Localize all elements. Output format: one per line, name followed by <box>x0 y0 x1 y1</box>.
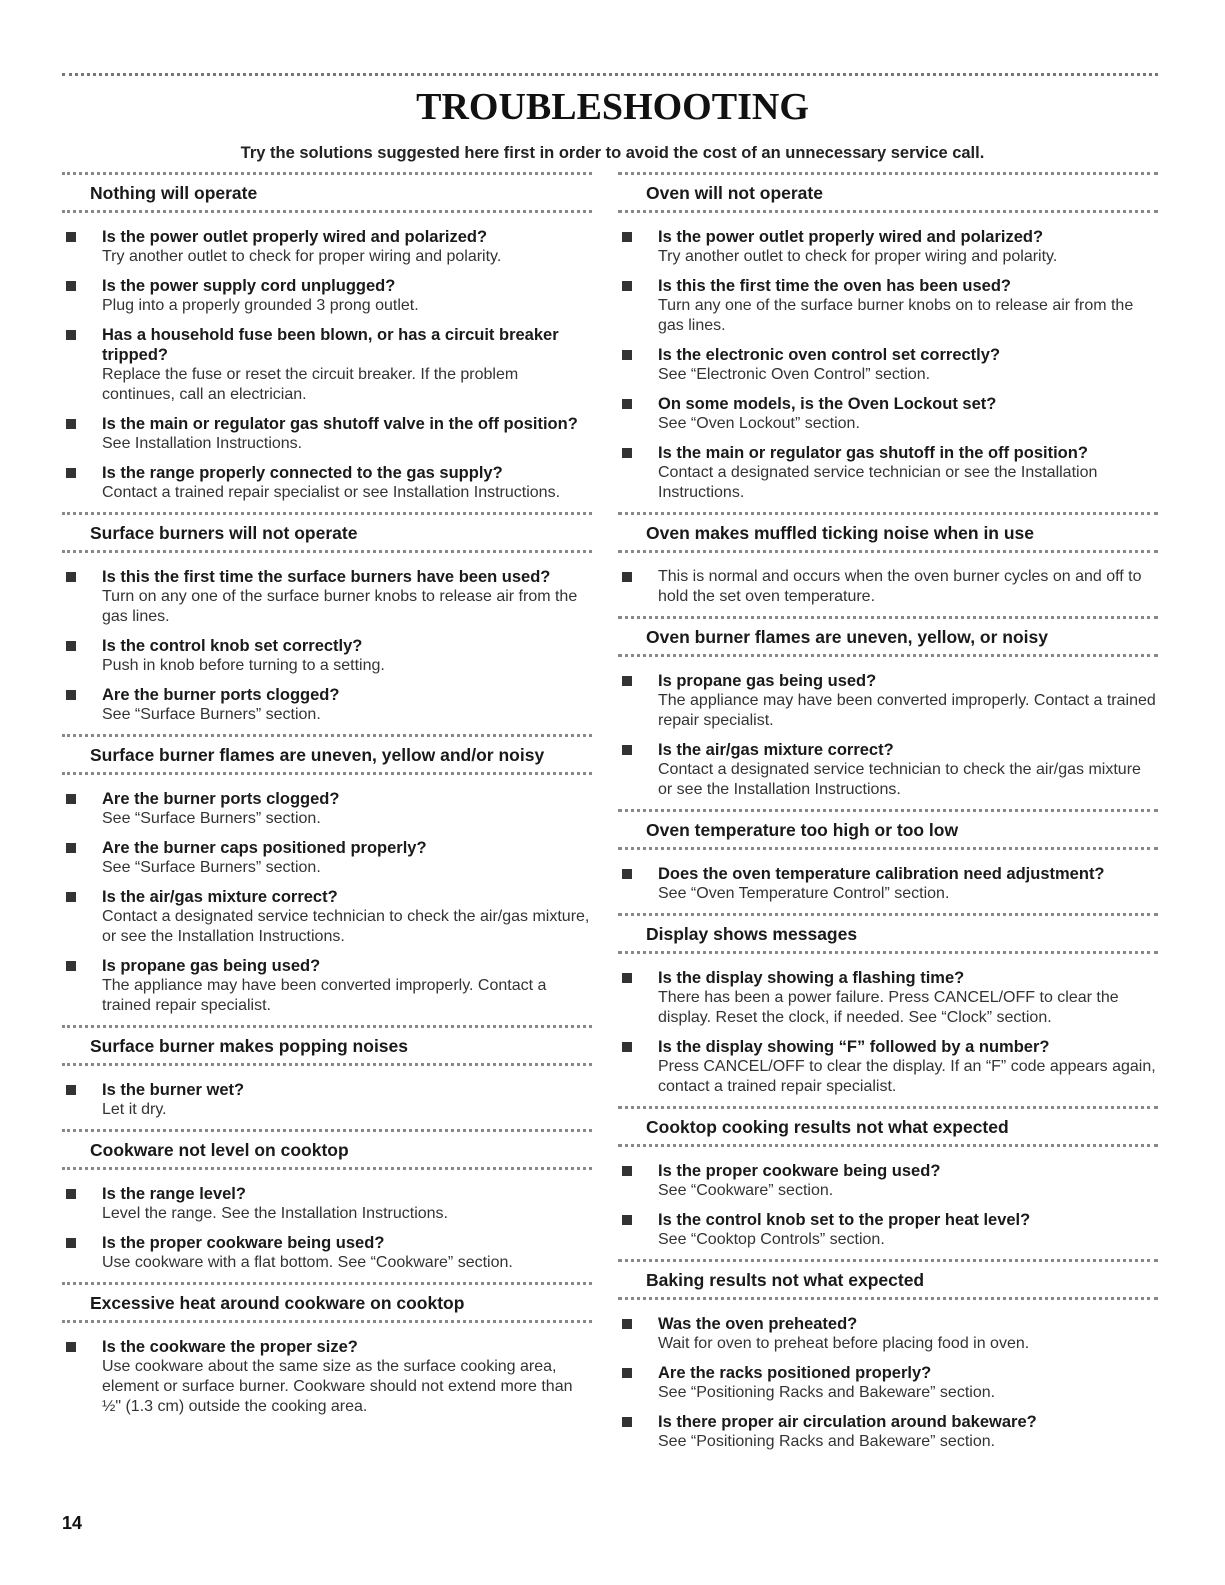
square-bullet-icon <box>622 350 632 360</box>
troubleshooting-item <box>618 671 1158 731</box>
answer-text: Contact a designated service technician to check the air/gas mixture or see the Installation Instructions. <box>658 761 1141 798</box>
answer-text: This is normal and occurs when the oven burner cycles on and off to hold the set oven temperature. <box>658 568 1142 605</box>
troubleshooting-item <box>62 887 592 947</box>
question-text: Does the oven temperature calibration need adjustment? <box>658 865 1105 883</box>
troubleshooting-section <box>618 913 1158 1097</box>
question-text: Is the display showing “F” followed by a number? <box>658 1038 1050 1056</box>
troubleshooting-item <box>62 276 592 316</box>
troubleshooting-item <box>618 864 1158 904</box>
question-text: Is the proper cookware being used? <box>102 1234 385 1252</box>
square-bullet-icon <box>66 1085 76 1095</box>
square-bullet-icon <box>66 641 76 651</box>
question-text: Is the power outlet properly wired and polarized? <box>658 228 1044 246</box>
troubleshooting-item <box>62 789 592 829</box>
square-bullet-icon <box>66 1342 76 1352</box>
troubleshooting-item <box>62 1337 592 1417</box>
square-bullet-icon <box>622 399 632 409</box>
troubleshooting-item <box>618 227 1158 267</box>
square-bullet-icon <box>622 281 632 291</box>
troubleshooting-item <box>618 1210 1158 1250</box>
answer-text: See “Cookware” section. <box>658 1182 834 1199</box>
question-text: Is the power outlet properly wired and polarized? <box>102 228 488 246</box>
answer-text: See “Electronic Oven Control” section. <box>658 366 931 383</box>
answer-text: The appliance may have been converted improperly. Contact a trained repair specialist. <box>102 977 547 1014</box>
question-text: Is the air/gas mixture correct? <box>658 741 894 759</box>
section-heading: Surface burners will not operate <box>62 512 592 553</box>
square-bullet-icon <box>66 843 76 853</box>
troubleshooting-section <box>618 512 1158 607</box>
answer-text: Try another outlet to check for proper wiring and polarity. <box>102 248 502 265</box>
question-text: Is the range properly connected to the gas supply? <box>102 464 503 482</box>
troubleshooting-item <box>62 325 592 405</box>
troubleshooting-section <box>62 1129 592 1273</box>
answer-text: Contact a designated service technician to check the air/gas mixture, or see the Installation Instructions. <box>102 908 590 945</box>
square-bullet-icon <box>66 1238 76 1248</box>
square-bullet-icon <box>66 468 76 478</box>
section-heading: Surface burner makes popping noises <box>62 1025 592 1066</box>
square-bullet-icon <box>66 690 76 700</box>
troubleshooting-item <box>62 463 592 503</box>
troubleshooting-item <box>618 740 1158 800</box>
question-text: Are the racks positioned properly? <box>658 1364 932 1382</box>
question-text: Is the control knob set correctly? <box>102 637 363 655</box>
troubleshooting-section <box>62 172 592 503</box>
troubleshooting-section <box>62 1282 592 1417</box>
troubleshooting-section <box>62 734 592 1016</box>
troubleshooting-item <box>62 414 592 454</box>
troubleshooting-item <box>618 1363 1158 1403</box>
troubleshooting-item <box>618 968 1158 1028</box>
square-bullet-icon <box>622 1319 632 1329</box>
question-text: Is the power supply cord unplugged? <box>102 277 396 295</box>
question-text: Is the air/gas mixture correct? <box>102 888 338 906</box>
square-bullet-icon <box>66 961 76 971</box>
left-column <box>62 172 592 1426</box>
answer-text: Contact a trained repair specialist or see Installation Instructions. <box>102 484 561 501</box>
question-text: Is the burner wet? <box>102 1081 245 1099</box>
square-bullet-icon <box>622 1166 632 1176</box>
page-number: 14 <box>62 1513 83 1533</box>
square-bullet-icon <box>66 892 76 902</box>
troubleshooting-item <box>62 636 592 676</box>
troubleshooting-section <box>618 1106 1158 1250</box>
troubleshooting-item <box>62 567 592 627</box>
question-text: Is the display showing a flashing time? <box>658 969 965 987</box>
answer-text: Plug into a properly grounded 3 prong outlet. <box>102 297 419 314</box>
square-bullet-icon <box>66 330 76 340</box>
troubleshooting-item <box>618 1412 1158 1452</box>
answer-text: Wait for oven to preheat before placing food in oven. <box>658 1335 1030 1352</box>
question-text: Is the main or regulator gas shutoff in the off position? <box>658 444 1088 462</box>
section-heading: Oven makes muffled ticking noise when in use <box>618 512 1158 553</box>
answer-text: Press CANCEL/OFF to clear the display. If an “F” code appears again, contact a trained repair specialist. <box>658 1058 1156 1095</box>
answer-text: Use cookware with a flat bottom. See “Cookware” section. <box>102 1254 513 1271</box>
section-heading: Baking results not what expected <box>618 1259 1158 1300</box>
square-bullet-icon <box>622 1215 632 1225</box>
troubleshooting-item <box>618 1314 1158 1354</box>
square-bullet-icon <box>622 572 632 582</box>
troubleshooting-item <box>618 1037 1158 1097</box>
troubleshooting-section <box>618 809 1158 904</box>
square-bullet-icon <box>66 232 76 242</box>
answer-text: Level the range. See the Installation Instructions. <box>102 1205 448 1222</box>
question-text: Is the main or regulator gas shutoff valve in the off position? <box>102 415 578 433</box>
square-bullet-icon <box>66 419 76 429</box>
section-heading: Surface burner flames are uneven, yellow and/or noisy <box>62 734 592 775</box>
answer-text: Replace the fuse or reset the circuit breaker. If the problem continues, call an electrician. <box>102 366 519 403</box>
square-bullet-icon <box>622 232 632 242</box>
section-heading: Display shows messages <box>618 913 1158 954</box>
answer-text: See “Oven Temperature Control” section. <box>658 885 950 902</box>
answer-text: See Installation Instructions. <box>102 435 303 452</box>
section-heading: Nothing will operate <box>62 172 592 213</box>
question-text: On some models, is the Oven Lockout set? <box>658 395 997 413</box>
question-text: Is this the first time the surface burners have been used? <box>102 568 551 586</box>
answer-text: Use cookware about the same size as the surface cooking area, element or surface burner. Cookware should not extend more than ½" (1.3 cm) outside the cooking area. <box>102 1358 573 1415</box>
troubleshooting-item <box>618 1161 1158 1201</box>
question-text: Are the burner ports clogged? <box>102 686 340 704</box>
square-bullet-icon <box>66 572 76 582</box>
troubleshooting-item <box>62 1080 592 1120</box>
answer-text: Contact a designated service technician or see the Installation Instructions. <box>658 464 1098 501</box>
top-rule <box>62 73 1158 76</box>
square-bullet-icon <box>622 448 632 458</box>
square-bullet-icon <box>622 1417 632 1427</box>
answer-text: Turn any one of the surface burner knobs on to release air from the gas lines. <box>658 297 1134 334</box>
square-bullet-icon <box>622 745 632 755</box>
troubleshooting-section <box>62 512 592 725</box>
answer-text: See “Surface Burners” section. <box>102 810 321 827</box>
question-text: Is the proper cookware being used? <box>658 1162 941 1180</box>
page-subtitle: Try the solutions suggested here first in order to avoid the cost of an unnecessary service call. <box>240 144 985 162</box>
troubleshooting-item <box>618 443 1158 503</box>
square-bullet-icon <box>66 1189 76 1199</box>
square-bullet-icon <box>622 676 632 686</box>
troubleshooting-item <box>618 567 1158 607</box>
troubleshooting-section <box>618 616 1158 800</box>
answer-text: See “Positioning Racks and Bakeware” section. <box>658 1384 996 1401</box>
troubleshooting-item <box>618 345 1158 385</box>
troubleshooting-item <box>62 956 592 1016</box>
answer-text: See “Surface Burners” section. <box>102 706 321 723</box>
troubleshooting-item <box>618 394 1158 434</box>
question-text: Are the burner ports clogged? <box>102 790 340 808</box>
troubleshooting-item <box>62 838 592 878</box>
section-heading: Oven burner flames are uneven, yellow, or noisy <box>618 616 1158 657</box>
section-heading: Cooktop cooking results not what expected <box>618 1106 1158 1147</box>
square-bullet-icon <box>66 794 76 804</box>
answer-text: There has been a power failure. Press CANCEL/OFF to clear the display. Reset the clock, if needed. See “Clock” section. <box>658 989 1119 1026</box>
troubleshooting-item <box>62 1233 592 1273</box>
question-text: Is there proper air circulation around bakeware? <box>658 1413 1037 1431</box>
troubleshooting-item <box>62 1184 592 1224</box>
answer-text: Let it dry. <box>102 1101 167 1118</box>
troubleshooting-section <box>618 172 1158 503</box>
square-bullet-icon <box>622 1042 632 1052</box>
square-bullet-icon <box>622 1368 632 1378</box>
question-text: Is the cookware the proper size? <box>102 1338 358 1356</box>
question-text: Is the control knob set to the proper heat level? <box>658 1211 1031 1229</box>
answer-text: Push in knob before turning to a setting. <box>102 657 385 674</box>
square-bullet-icon <box>622 869 632 879</box>
right-column <box>618 172 1158 1461</box>
question-text: Was the oven preheated? <box>658 1315 858 1333</box>
answer-text: See “Positioning Racks and Bakeware” section. <box>658 1433 996 1450</box>
question-text: Are the burner caps positioned properly? <box>102 839 427 857</box>
question-text: Is this the first time the oven has been used? <box>658 277 1011 295</box>
answer-text: Try another outlet to check for proper wiring and polarity. <box>658 248 1058 265</box>
troubleshooting-item <box>62 685 592 725</box>
troubleshooting-item <box>62 227 592 267</box>
answer-text: See “Surface Burners” section. <box>102 859 321 876</box>
troubleshooting-item <box>618 276 1158 336</box>
answer-text: Turn on any one of the surface burner knobs to release air from the gas lines. <box>102 588 578 625</box>
section-heading: Oven temperature too high or too low <box>618 809 1158 850</box>
troubleshooting-section <box>618 1259 1158 1452</box>
question-text: Is the electronic oven control set correctly? <box>658 346 1001 364</box>
section-heading: Cookware not level on cooktop <box>62 1129 592 1170</box>
question-text: Has a household fuse been blown, or has a circuit breaker tripped? <box>102 326 559 364</box>
question-text: Is propane gas being used? <box>102 957 321 975</box>
question-text: Is the range level? <box>102 1185 246 1203</box>
answer-text: See “Oven Lockout” section. <box>658 415 860 432</box>
section-heading: Excessive heat around cookware on cooktop <box>62 1282 592 1323</box>
square-bullet-icon <box>622 973 632 983</box>
section-heading: Oven will not operate <box>618 172 1158 213</box>
troubleshooting-section <box>62 1025 592 1120</box>
answer-text: See “Cooktop Controls” section. <box>658 1231 885 1248</box>
square-bullet-icon <box>66 281 76 291</box>
answer-text: The appliance may have been converted improperly. Contact a trained repair specialist. <box>658 692 1156 729</box>
question-text: Is propane gas being used? <box>658 672 877 690</box>
page-title: TROUBLESHOOTING <box>416 86 809 128</box>
